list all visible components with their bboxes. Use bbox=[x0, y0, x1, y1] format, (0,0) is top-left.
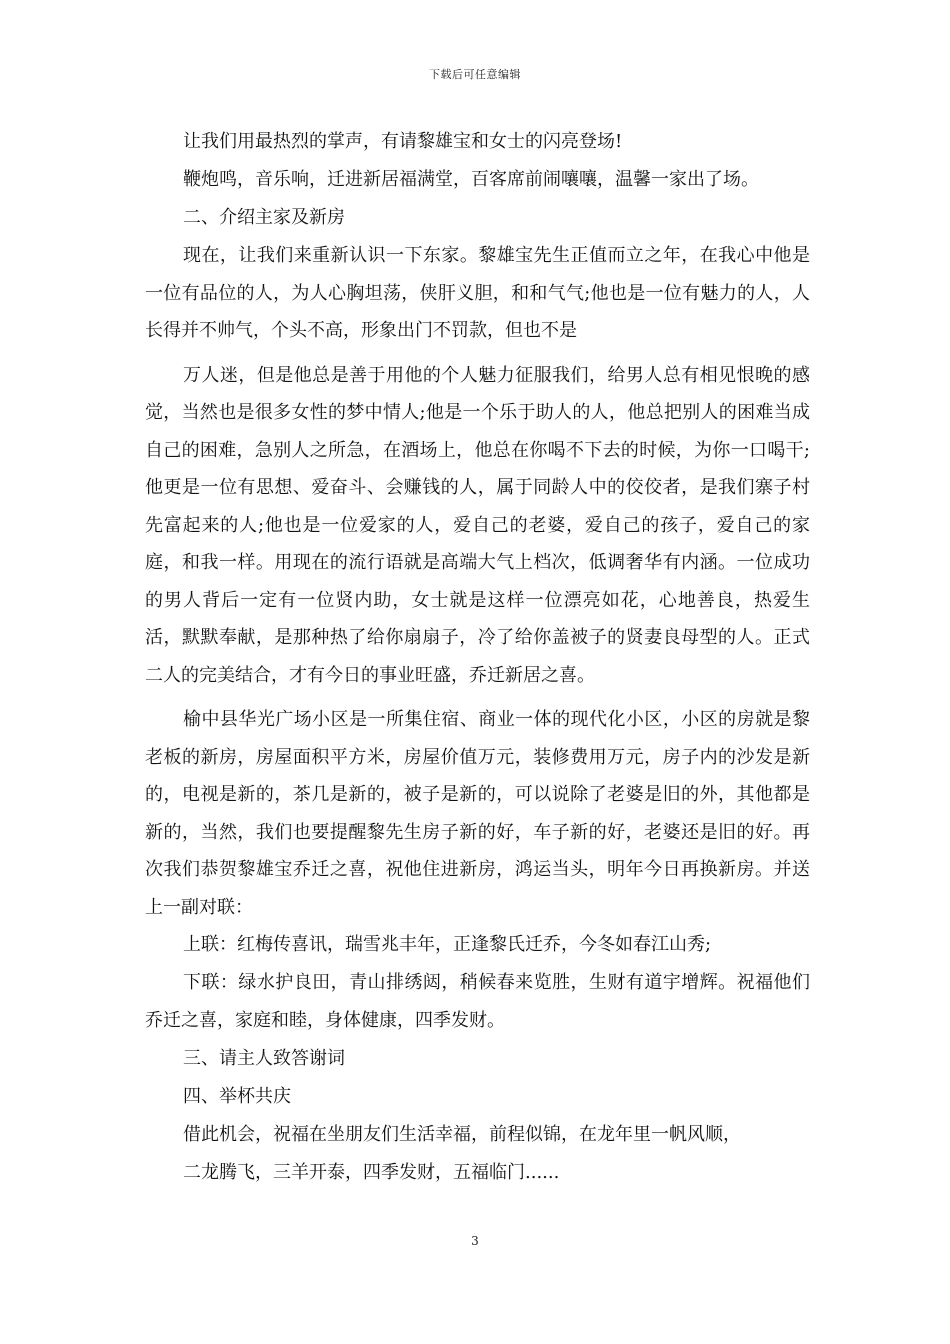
document-body bbox=[145, 123, 810, 1192]
paragraph: 鞭炮鸣，音乐响，迁进新居福满堂，百客席前闹嚷嚷，温馨一家出了场。 bbox=[183, 169, 759, 190]
paragraph: 现在，让我们来重新认识一下东家。黎雄宝先生正值而立之年，在我心中他是一位有品位的人，为人心胸坦荡，侠肝义胆，和和气气;他也是一位有魅力的人，人长得并不帅气，个头不高，形象出门不罚款，但也不是 bbox=[145, 245, 810, 341]
couplet-first-line: 上联：红梅传喜讯，瑞雪兆丰年，正逢黎氏迁乔，今冬如春江山秀; bbox=[183, 934, 712, 955]
paragraph: 借此机会，祝福在坐朋友们生活幸福，前程似锦，在龙年里一帆风顺， bbox=[183, 1124, 741, 1145]
page-header: 下载后可任意编辑 bbox=[429, 68, 521, 81]
paragraph: 榆中县华光广场小区是一所集住宿、商业一体的现代化小区，小区的房就是黎老板的新房，房屋面积平方米，房屋价值万元，装修费用万元，房子内的沙发是新的，电视是新的，茶几是新的，被子是新的，可以说除了老婆是旧的外，其他都是新的，当然，我们也要提醒黎先生房子新的好，车子新的好，老婆还是旧的好。再次我们恭贺黎雄宝乔迁之喜，祝他住进新房，鸿运当头，明年今日再换新房。并送上一副对联： bbox=[145, 709, 810, 918]
couplet-second-line: 下联：绿水护良田，青山排绣闼，稍候春来览胜，生财有道宇增辉。祝福他们乔迁之喜，家庭和睦，身体健康，四季发财。 bbox=[145, 972, 810, 1031]
paragraph: 万人迷，但是他总是善于用他的个人魅力征服我们，给男人总有相见恨晚的感觉，当然也是很多女性的梦中情人;他是一个乐于助人的人，他总把别人的困难当成自己的困难，急别人之所急，在酒场上，他总在你喝不下去的时候，为你一口喝干;他更是一位有思想、爱奋斗、会赚钱的人，属于同龄人中的佼佼者，是我们寨子村先富起来的人;他也是一位爱家的人，爱自己的老婆，爱自己的孩子，爱自己的家庭，和我一样。用现在的流行语就是高端大气上档次，低调奢华有内涵。一位成功的男人背后一定有一位贤内助，女士就是这样一位漂亮如花，心地善良，热爱生活，默默奉献，是那种热了给你扇扇子，冷了给你盖被子的贤妻良母型的人。正式二人的完美结合，才有今日的事业旺盛，乔迁新居之喜。 bbox=[145, 364, 810, 686]
paragraph: 二龙腾飞，三羊开泰，四季发财，五福临门...... bbox=[183, 1162, 560, 1183]
page-number: 3 bbox=[471, 1234, 479, 1248]
paragraph: 让我们用最热烈的掌声，有请黎雄宝和女士的闪亮登场! bbox=[183, 131, 623, 152]
section-heading: 二、介绍主家及新房 bbox=[183, 207, 345, 228]
section-heading: 四、举杯共庆 bbox=[183, 1086, 291, 1107]
section-heading: 三、请主人致答谢词 bbox=[183, 1048, 345, 1069]
